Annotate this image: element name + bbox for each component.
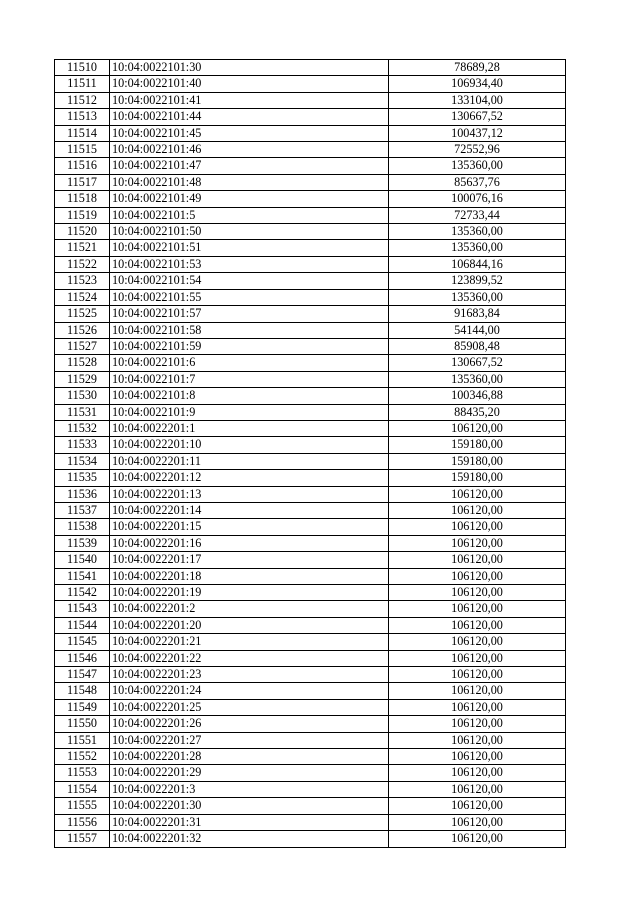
cadastral-number-cell: 10:04:0022101:7 <box>110 371 389 387</box>
row-number-cell: 11543 <box>55 601 110 617</box>
cadastral-number-cell: 10:04:0022101:57 <box>110 306 389 322</box>
row-number-cell: 11549 <box>55 699 110 715</box>
cadastral-number-cell: 10:04:0022201:3 <box>110 781 389 797</box>
cadastral-number-cell: 10:04:0022201:1 <box>110 420 389 436</box>
table-row <box>55 552 566 568</box>
table-row <box>55 224 566 240</box>
table-row <box>55 142 566 158</box>
value-cell: 72552,96 <box>389 142 566 158</box>
value-cell: 130667,52 <box>389 109 566 125</box>
table-row <box>55 174 566 190</box>
value-cell: 159180,00 <box>389 453 566 469</box>
value-cell: 100346,88 <box>389 388 566 404</box>
cadastral-number-cell: 10:04:0022201:32 <box>110 831 389 847</box>
table-row <box>55 781 566 797</box>
cadastral-number-cell: 10:04:0022201:28 <box>110 749 389 765</box>
row-number-cell: 11553 <box>55 765 110 781</box>
table-row <box>55 601 566 617</box>
value-cell: 91683,84 <box>389 306 566 322</box>
value-cell: 85637,76 <box>389 174 566 190</box>
value-cell: 106120,00 <box>389 798 566 814</box>
cadastral-number-cell: 10:04:0022201:11 <box>110 453 389 469</box>
cadastral-number-cell: 10:04:0022101:51 <box>110 240 389 256</box>
cadastral-number-cell: 10:04:0022101:5 <box>110 207 389 223</box>
cadastral-number-cell: 10:04:0022201:17 <box>110 552 389 568</box>
row-number-cell: 11542 <box>55 585 110 601</box>
value-cell: 88435,20 <box>389 404 566 420</box>
row-number-cell: 11540 <box>55 552 110 568</box>
table-row <box>55 486 566 502</box>
cadastral-number-cell: 10:04:0022201:15 <box>110 519 389 535</box>
row-number-cell: 11530 <box>55 388 110 404</box>
cadastral-number-cell: 10:04:0022201:18 <box>110 568 389 584</box>
cadastral-number-cell: 10:04:0022201:24 <box>110 683 389 699</box>
table-row <box>55 240 566 256</box>
row-number-cell: 11537 <box>55 502 110 518</box>
cadastral-number-cell: 10:04:0022101:45 <box>110 125 389 141</box>
value-cell: 106120,00 <box>389 749 566 765</box>
row-number-cell: 11545 <box>55 634 110 650</box>
row-number-cell: 11511 <box>55 76 110 92</box>
value-cell: 106120,00 <box>389 781 566 797</box>
row-number-cell: 11521 <box>55 240 110 256</box>
value-cell: 106120,00 <box>389 831 566 847</box>
value-cell: 106120,00 <box>389 486 566 502</box>
row-number-cell: 11522 <box>55 256 110 272</box>
cadastral-number-cell: 10:04:0022201:12 <box>110 470 389 486</box>
row-number-cell: 11555 <box>55 798 110 814</box>
row-number-cell: 11532 <box>55 420 110 436</box>
cadastral-number-cell: 10:04:0022101:40 <box>110 76 389 92</box>
cadastral-number-cell: 10:04:0022201:30 <box>110 798 389 814</box>
cadastral-number-cell: 10:04:0022201:14 <box>110 502 389 518</box>
table-row <box>55 289 566 305</box>
row-number-cell: 11528 <box>55 355 110 371</box>
cadastral-number-cell: 10:04:0022101:50 <box>110 224 389 240</box>
value-cell: 135360,00 <box>389 158 566 174</box>
table-row <box>55 535 566 551</box>
value-cell: 159180,00 <box>389 437 566 453</box>
row-number-cell: 11526 <box>55 322 110 338</box>
value-cell: 106844,16 <box>389 256 566 272</box>
value-cell: 106120,00 <box>389 568 566 584</box>
cadastral-number-cell: 10:04:0022101:58 <box>110 322 389 338</box>
row-number-cell: 11550 <box>55 716 110 732</box>
cadastral-number-cell: 10:04:0022101:9 <box>110 404 389 420</box>
table-row <box>55 437 566 453</box>
value-cell: 106120,00 <box>389 634 566 650</box>
row-number-cell: 11535 <box>55 470 110 486</box>
table-row <box>55 420 566 436</box>
cadastral-value-table <box>54 59 566 848</box>
value-cell: 106120,00 <box>389 552 566 568</box>
row-number-cell: 11524 <box>55 289 110 305</box>
table-row <box>55 798 566 814</box>
cadastral-number-cell: 10:04:0022201:23 <box>110 667 389 683</box>
value-cell: 135360,00 <box>389 371 566 387</box>
row-number-cell: 11544 <box>55 617 110 633</box>
cadastral-number-cell: 10:04:0022201:31 <box>110 814 389 830</box>
table-row <box>55 502 566 518</box>
row-number-cell: 11519 <box>55 207 110 223</box>
row-number-cell: 11536 <box>55 486 110 502</box>
table-row <box>55 765 566 781</box>
row-number-cell: 11534 <box>55 453 110 469</box>
cadastral-number-cell: 10:04:0022101:41 <box>110 92 389 108</box>
cadastral-number-cell: 10:04:0022201:25 <box>110 699 389 715</box>
table-row <box>55 355 566 371</box>
cadastral-number-cell: 10:04:0022101:54 <box>110 273 389 289</box>
value-cell: 130667,52 <box>389 355 566 371</box>
cadastral-number-cell: 10:04:0022201:13 <box>110 486 389 502</box>
table-row <box>55 814 566 830</box>
row-number-cell: 11517 <box>55 174 110 190</box>
value-cell: 106120,00 <box>389 502 566 518</box>
table-row <box>55 207 566 223</box>
row-number-cell: 11551 <box>55 732 110 748</box>
table-row <box>55 109 566 125</box>
table-row <box>55 388 566 404</box>
cadastral-number-cell: 10:04:0022101:8 <box>110 388 389 404</box>
row-number-cell: 11546 <box>55 650 110 666</box>
cadastral-number-cell: 10:04:0022101:49 <box>110 191 389 207</box>
cadastral-number-cell: 10:04:0022201:19 <box>110 585 389 601</box>
value-cell: 54144,00 <box>389 322 566 338</box>
row-number-cell: 11533 <box>55 437 110 453</box>
value-cell: 106120,00 <box>389 683 566 699</box>
table-row <box>55 617 566 633</box>
cadastral-number-cell: 10:04:0022101:53 <box>110 256 389 272</box>
row-number-cell: 11516 <box>55 158 110 174</box>
cadastral-number-cell: 10:04:0022201:20 <box>110 617 389 633</box>
value-cell: 85908,48 <box>389 338 566 354</box>
cadastral-number-cell: 10:04:0022101:48 <box>110 174 389 190</box>
value-cell: 159180,00 <box>389 470 566 486</box>
row-number-cell: 11525 <box>55 306 110 322</box>
value-cell: 135360,00 <box>389 240 566 256</box>
cadastral-number-cell: 10:04:0022101:47 <box>110 158 389 174</box>
value-cell: 72733,44 <box>389 207 566 223</box>
row-number-cell: 11539 <box>55 535 110 551</box>
value-cell: 135360,00 <box>389 289 566 305</box>
table-row <box>55 749 566 765</box>
table-row <box>55 519 566 535</box>
cadastral-number-cell: 10:04:0022101:44 <box>110 109 389 125</box>
value-cell: 123899,52 <box>389 273 566 289</box>
table-row <box>55 60 566 76</box>
cadastral-number-cell: 10:04:0022101:6 <box>110 355 389 371</box>
table-row <box>55 371 566 387</box>
table-row <box>55 453 566 469</box>
cadastral-number-cell: 10:04:0022201:22 <box>110 650 389 666</box>
table-row <box>55 650 566 666</box>
cadastral-number-cell: 10:04:0022201:21 <box>110 634 389 650</box>
table-row <box>55 92 566 108</box>
row-number-cell: 11547 <box>55 667 110 683</box>
value-cell: 106120,00 <box>389 617 566 633</box>
cadastral-number-cell: 10:04:0022101:30 <box>110 60 389 76</box>
cadastral-number-cell: 10:04:0022201:2 <box>110 601 389 617</box>
table-row <box>55 831 566 847</box>
row-number-cell: 11557 <box>55 831 110 847</box>
value-cell: 106120,00 <box>389 732 566 748</box>
value-cell: 106120,00 <box>389 814 566 830</box>
value-cell: 106120,00 <box>389 420 566 436</box>
value-cell: 106120,00 <box>389 716 566 732</box>
table-row <box>55 273 566 289</box>
table-row <box>55 470 566 486</box>
row-number-cell: 11512 <box>55 92 110 108</box>
row-number-cell: 11554 <box>55 781 110 797</box>
table-row <box>55 699 566 715</box>
value-cell: 106120,00 <box>389 650 566 666</box>
table-row <box>55 568 566 584</box>
row-number-cell: 11548 <box>55 683 110 699</box>
table-row <box>55 125 566 141</box>
table-row <box>55 191 566 207</box>
row-number-cell: 11513 <box>55 109 110 125</box>
row-number-cell: 11556 <box>55 814 110 830</box>
value-cell: 133104,00 <box>389 92 566 108</box>
value-cell: 78689,28 <box>389 60 566 76</box>
table-row <box>55 338 566 354</box>
table-row <box>55 716 566 732</box>
table-row <box>55 158 566 174</box>
table-row <box>55 683 566 699</box>
row-number-cell: 11518 <box>55 191 110 207</box>
value-cell: 106934,40 <box>389 76 566 92</box>
row-number-cell: 11529 <box>55 371 110 387</box>
table-row <box>55 732 566 748</box>
cadastral-number-cell: 10:04:0022101:55 <box>110 289 389 305</box>
row-number-cell: 11531 <box>55 404 110 420</box>
table-row <box>55 404 566 420</box>
value-cell: 106120,00 <box>389 585 566 601</box>
cadastral-number-cell: 10:04:0022201:16 <box>110 535 389 551</box>
table-row <box>55 306 566 322</box>
row-number-cell: 11538 <box>55 519 110 535</box>
row-number-cell: 11523 <box>55 273 110 289</box>
value-cell: 106120,00 <box>389 519 566 535</box>
table-row <box>55 256 566 272</box>
row-number-cell: 11514 <box>55 125 110 141</box>
value-cell: 106120,00 <box>389 765 566 781</box>
value-cell: 100076,16 <box>389 191 566 207</box>
table-row <box>55 322 566 338</box>
table-row <box>55 76 566 92</box>
table-row <box>55 585 566 601</box>
value-cell: 106120,00 <box>389 601 566 617</box>
cadastral-number-cell: 10:04:0022201:27 <box>110 732 389 748</box>
row-number-cell: 11520 <box>55 224 110 240</box>
cadastral-number-cell: 10:04:0022101:46 <box>110 142 389 158</box>
row-number-cell: 11510 <box>55 60 110 76</box>
value-cell: 106120,00 <box>389 699 566 715</box>
row-number-cell: 11552 <box>55 749 110 765</box>
cadastral-number-cell: 10:04:0022101:59 <box>110 338 389 354</box>
row-number-cell: 11541 <box>55 568 110 584</box>
value-cell: 106120,00 <box>389 535 566 551</box>
cadastral-number-cell: 10:04:0022201:26 <box>110 716 389 732</box>
row-number-cell: 11527 <box>55 338 110 354</box>
value-cell: 135360,00 <box>389 224 566 240</box>
cadastral-number-cell: 10:04:0022201:10 <box>110 437 389 453</box>
value-cell: 106120,00 <box>389 667 566 683</box>
table-body <box>55 60 566 848</box>
cadastral-number-cell: 10:04:0022201:29 <box>110 765 389 781</box>
table-row <box>55 667 566 683</box>
table-row <box>55 634 566 650</box>
value-cell: 100437,12 <box>389 125 566 141</box>
row-number-cell: 11515 <box>55 142 110 158</box>
